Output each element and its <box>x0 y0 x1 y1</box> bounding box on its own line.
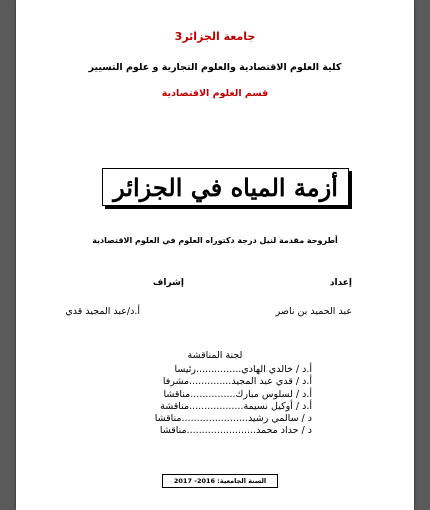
student-name: عبد الحميد بن ناصر <box>275 306 352 317</box>
committee-member: أ.د / خالدي الهادي...............رئيسا <box>174 364 312 375</box>
committee-member: د / سالمي رشيد......................مناقشا <box>154 413 312 425</box>
supervision-label: إشراف <box>152 278 184 288</box>
prepared-by-label: إعداد <box>329 278 352 288</box>
committee-title: لجنة المناقشة <box>187 350 243 361</box>
committee-members-list <box>102 364 312 438</box>
committee-member: أ.د / أوكيل نسيمة..................مناقشة <box>160 400 312 412</box>
department-name: قسم العلوم الاقتصادية <box>161 88 269 99</box>
academic-year: السنة الجامعية: 2016- 2017 <box>173 477 267 485</box>
academic-year-box <box>162 474 278 488</box>
faculty-name: كلية العلوم الاقتصادية والعلوم التجارية و علوم التسيير <box>88 62 342 73</box>
document-page <box>16 0 414 510</box>
committee-member: د / حداد محمد.......................مناقشا <box>159 425 312 437</box>
thesis-title: أزمة المياه في الجزائر <box>113 172 338 202</box>
thesis-title-box <box>102 168 349 206</box>
university-name: جامعة الجزائر3 <box>174 30 256 43</box>
committee-member: أ.د / قدي عبد المجيد..............مشرفا <box>162 376 312 388</box>
committee-member: أ.د / لسلوس مبارك...............مناقشا <box>163 388 312 400</box>
thesis-subtitle: أطروحة مقدمة لنيل درجة دكتوراه العلوم في العلوم الاقتصادية <box>92 236 338 245</box>
supervisor-name: أ.د/عبد المجيد قدي <box>65 306 140 317</box>
